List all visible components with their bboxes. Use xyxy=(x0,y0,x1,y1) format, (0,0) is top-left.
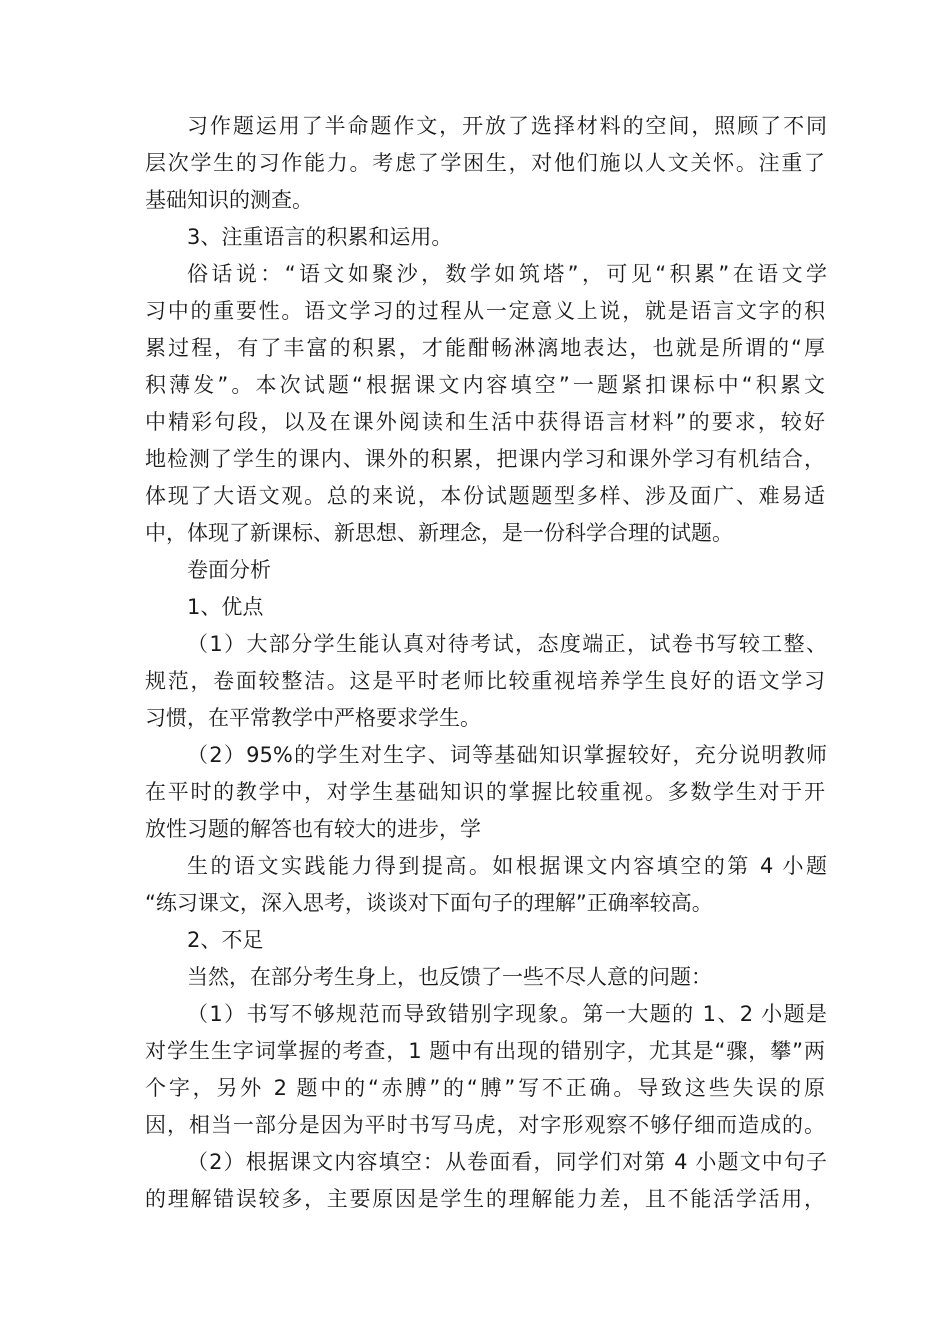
paragraph-line: 习惯，在平常教学中严格要求学生。 xyxy=(145,706,481,730)
paragraph-line: 体现了大语文观。总的来说，本份试题题型多样、涉及面广、难易适 xyxy=(145,484,825,508)
paragraph-line: 对学生生字词掌握的考查，1 题中有出现的错别字，尤其是“骤，攀”两 xyxy=(145,1039,825,1063)
paragraph-line: 习中的重要性。语文学习的过程从一定意义上说，就是语言文字的积 xyxy=(145,299,825,323)
paragraph-line: （2）根据课文内容填空：从卷面看，同学们对第 4 小题文中句子 xyxy=(187,1150,827,1174)
paragraph-line: 因，相当一部分是因为平时书写马虎，对字形观察不够仔细而造成的。 xyxy=(145,1113,825,1137)
paragraph-line: （1）大部分学生能认真对待考试，态度端正，试卷书写较工整、 xyxy=(187,632,827,656)
paragraph-line: 基础知识的测查。 xyxy=(145,188,313,212)
paragraph-line: 生的语文实践能力得到提高。如根据课文内容填空的第 4 小题 xyxy=(187,854,827,878)
paragraph-line: 积薄发”。本次试题“根据课文内容填空”一题紧扣课标中“积累文 xyxy=(145,373,825,397)
paragraph-line: 习作题运用了半命题作文，开放了选择材料的空间，照顾了不同 xyxy=(187,114,827,138)
paragraph-line: （2）95%的学生对生字、词等基础知识掌握较好，充分说明教师 xyxy=(187,743,827,767)
paragraph-line: 规范，卷面较整洁。这是平时老师比较重视培养学生良好的语文学习 xyxy=(145,669,825,693)
paragraph-line: 个字，另外 2 题中的“赤膊”的“膊”写不正确。导致这些失误的原 xyxy=(145,1076,825,1100)
paragraph-line: 地检测了学生的课内、课外的积累，把课内学习和课外学习有机结合， xyxy=(145,447,825,471)
paragraph-line: 的理解错误较多，主要原因是学生的理解能力差，且不能活学活用， xyxy=(145,1187,825,1211)
paragraph-line: 放性习题的解答也有较大的进步，学 xyxy=(145,817,481,841)
paragraph-line: 中，体现了新课标、新思想、新理念，是一份科学合理的试题。 xyxy=(145,521,733,545)
paragraph-line: 俗话说：“语文如聚沙，数学如筑塔”，可见“积累”在语文学 xyxy=(187,262,827,286)
section-heading: 卷面分析 xyxy=(187,558,271,582)
paragraph-line: 中精彩句段，以及在课外阅读和生活中获得语言材料”的要求，较好 xyxy=(145,410,825,434)
paragraph-line: （1）书写不够规范而导致错别字现象。第一大题的 1、2 小题是 xyxy=(187,1002,827,1026)
subsection-heading: 2、不足 xyxy=(187,928,264,952)
subsection-heading: 1、优点 xyxy=(187,595,264,619)
section-heading: 3、注重语言的积累和运用。 xyxy=(187,225,453,249)
paragraph-line: 累过程，有了丰富的积累，才能酣畅淋漓地表达，也就是所谓的“厚 xyxy=(145,336,825,360)
paragraph-line: 在平时的教学中，对学生基础知识的掌握比较重视。多数学生对于开 xyxy=(145,780,825,804)
paragraph-line: “练习课文，深入思考，谈谈对下面句子的理解”正确率较高。 xyxy=(145,891,713,915)
paragraph-line: 层次学生的习作能力。考虑了学困生，对他们施以人文关怀。注重了 xyxy=(145,151,825,175)
paragraph-line: 当然，在部分考生身上，也反馈了一些不尽人意的问题： xyxy=(187,965,712,989)
